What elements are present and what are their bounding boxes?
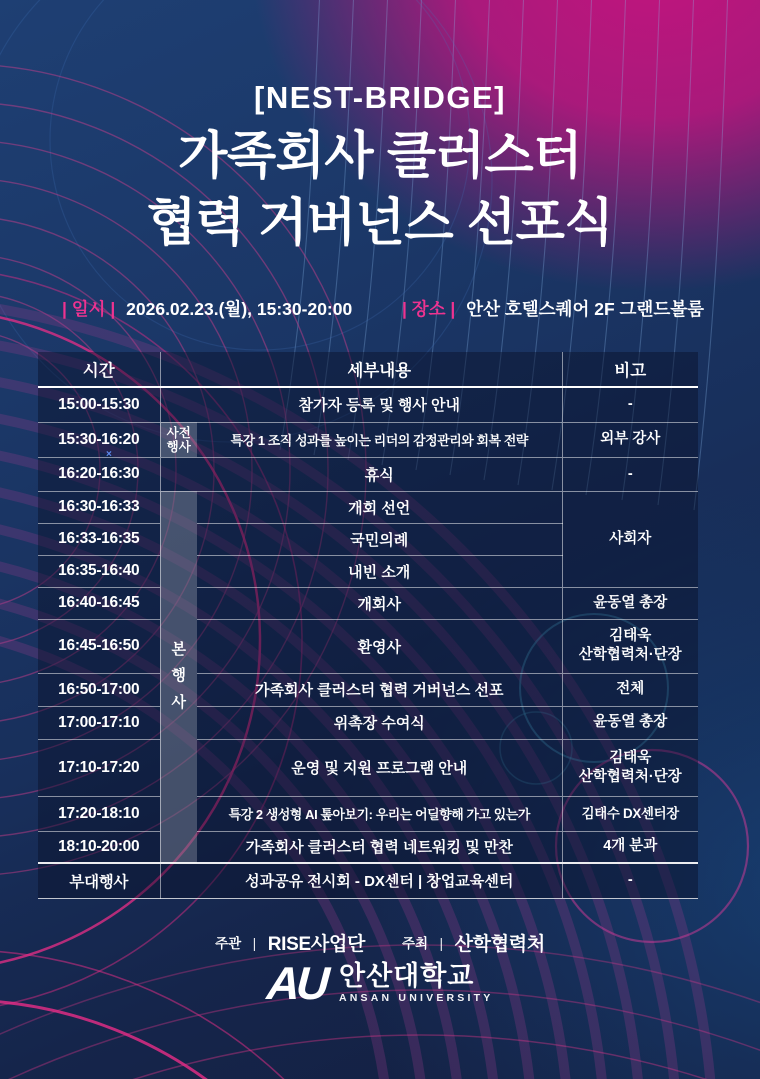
schedule-row bbox=[38, 673, 698, 706]
organizer-name: RISE사업단 bbox=[267, 934, 366, 955]
note-cell: 4개 분과 bbox=[562, 831, 698, 863]
content-cell: 위촉장 수여식 bbox=[197, 706, 562, 739]
col-header-category bbox=[160, 352, 197, 387]
content-cell: 국민의례 bbox=[197, 523, 562, 555]
note-cell: 사회자 bbox=[562, 491, 698, 587]
content-cell: 특강 2 생성형 AI 톺아보기: 우리는 어딜향해 가고 있는가 bbox=[197, 796, 562, 831]
category-cell: 본 행 사 bbox=[160, 491, 197, 863]
col-header-detail: 세부내용 bbox=[197, 352, 562, 387]
poster-title-line2: 협력 거버넌스 선포식 bbox=[146, 194, 614, 251]
schedule-row bbox=[38, 422, 698, 457]
note-cell: - bbox=[562, 457, 698, 491]
university-logo bbox=[0, 957, 760, 1009]
time-cell: 15:00-15:30 bbox=[38, 387, 160, 422]
organizer-separator: | bbox=[252, 935, 257, 951]
content-cell: 개회사 bbox=[197, 587, 562, 619]
time-cell: 17:20-18:10 bbox=[38, 796, 160, 831]
time-cell: 부대행사 bbox=[38, 863, 160, 898]
time-cell: 17:10-17:20 bbox=[38, 739, 160, 796]
time-cell: 16:20-16:30 bbox=[38, 457, 160, 491]
schedule-row bbox=[38, 587, 698, 619]
date-label: | 일시 | bbox=[61, 299, 116, 319]
note-cell: 윤동열 총장 bbox=[562, 706, 698, 739]
note-cell: 김태욱 산학협력처·단장 bbox=[562, 619, 698, 673]
host-name: 산학협력처 bbox=[454, 934, 545, 955]
schedule-row bbox=[38, 796, 698, 831]
time-cell: 16:45-16:50 bbox=[38, 619, 160, 673]
schedule-table-grid bbox=[38, 352, 698, 899]
schedule-row bbox=[38, 491, 698, 523]
schedule-row bbox=[38, 739, 698, 796]
content-cell: 가족회사 클러스터 협력 거버넌스 선포 bbox=[197, 673, 562, 706]
category-cell: 사전 행사 bbox=[160, 422, 197, 457]
content-cell: 환영사 bbox=[197, 619, 562, 673]
time-cell: 18:10-20:00 bbox=[38, 831, 160, 863]
note-cell: - bbox=[562, 863, 698, 898]
time-cell: 17:00-17:10 bbox=[38, 706, 160, 739]
schedule-row bbox=[38, 619, 698, 673]
note-cell: 윤동열 총장 bbox=[562, 587, 698, 619]
artifact-x-marker: × bbox=[106, 449, 112, 460]
event-info bbox=[0, 296, 760, 321]
table-header-row bbox=[38, 352, 698, 387]
university-name-en: ANSAN UNIVERSITY bbox=[338, 991, 494, 1004]
note-cell: 외부 강사 bbox=[562, 422, 698, 457]
organizer-line bbox=[0, 929, 760, 956]
venue-value: 안산 호텔스퀘어 2F 그랜드볼룸 bbox=[466, 299, 705, 319]
schedule-table bbox=[38, 352, 698, 899]
col-header-note: 비고 bbox=[562, 352, 698, 387]
category-cell bbox=[160, 457, 197, 491]
category-cell bbox=[160, 387, 197, 422]
date-value: 2026.02.23.(월), 15:30-20:00 bbox=[126, 299, 353, 319]
poster-title bbox=[0, 122, 760, 256]
content-cell: 휴식 bbox=[197, 457, 562, 491]
poster-title-line1: 가족회사 클러스터 bbox=[178, 127, 582, 184]
content-cell: 운영 및 지원 프로그램 안내 bbox=[197, 739, 562, 796]
university-logo-text bbox=[339, 962, 493, 1003]
content-cell: 내빈 소개 bbox=[197, 555, 562, 587]
organizer-label: 주관 bbox=[215, 936, 242, 951]
time-cell: 16:50-17:00 bbox=[38, 673, 160, 706]
university-name-kr: 안산대학교 bbox=[338, 961, 475, 992]
host-label: 주최 bbox=[401, 936, 429, 951]
host-separator: | bbox=[439, 935, 444, 951]
category-cell bbox=[160, 863, 197, 898]
schedule-row bbox=[38, 831, 698, 863]
venue-label: | 장소 | bbox=[401, 299, 456, 319]
content-cell: 성과공유 전시회 - DX센터 | 창업교육센터 bbox=[197, 863, 562, 898]
time-cell: 16:35-16:40 bbox=[38, 555, 160, 587]
event-badge: [NEST-BRIDGE] bbox=[254, 80, 506, 115]
content-cell: 참가자 등록 및 행사 안내 bbox=[197, 387, 562, 422]
schedule-row bbox=[38, 863, 698, 898]
content-cell: 개회 선언 bbox=[197, 491, 562, 523]
content-cell: 가족회사 클러스터 협력 네트워킹 및 만찬 bbox=[197, 831, 562, 863]
col-header-time: 시간 bbox=[38, 352, 160, 387]
au-logo-mark: AU bbox=[264, 957, 327, 1009]
note-cell: 김태욱 산학협력처·단장 bbox=[562, 739, 698, 796]
schedule-row bbox=[38, 457, 698, 491]
schedule-row bbox=[38, 706, 698, 739]
note-cell: 전체 bbox=[562, 673, 698, 706]
note-cell: 김태수 DX센터장 bbox=[562, 796, 698, 831]
time-cell: 15:30-16:20 bbox=[38, 422, 160, 457]
time-cell: 16:40-16:45 bbox=[38, 587, 160, 619]
time-cell: 16:30-16:33 bbox=[38, 491, 160, 523]
content-cell: 특강 1 조직 성과를 높이는 리더의 감정관리와 회복 전략 bbox=[197, 422, 562, 457]
schedule-row bbox=[38, 387, 698, 422]
note-cell: - bbox=[562, 387, 698, 422]
time-cell: 16:33-16:35 bbox=[38, 523, 160, 555]
